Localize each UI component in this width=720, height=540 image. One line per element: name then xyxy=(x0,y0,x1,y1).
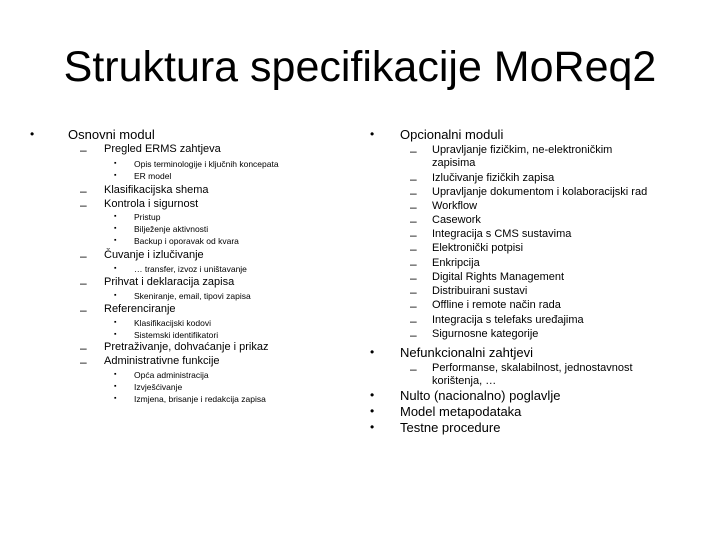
list-item: Enkripcija xyxy=(432,257,480,269)
list-item: Model metapodataka xyxy=(400,404,522,419)
list-item: Pretraživanje, dohvaćanje i prikaz xyxy=(104,341,269,353)
dash: – xyxy=(80,184,87,198)
dash: – xyxy=(410,186,417,200)
list-item: Izmjena, brisanje i redakcija zapisa xyxy=(134,394,266,404)
dash: – xyxy=(410,362,417,376)
list-item: Kontrola i sigurnost xyxy=(104,198,199,210)
list-item: Pregled ERMS zahtjeva xyxy=(104,143,221,155)
square-bullet: ▪ xyxy=(114,160,117,167)
right-heading: Opcionalni moduli xyxy=(400,127,504,142)
dash: – xyxy=(410,257,417,271)
bullet: • xyxy=(370,388,375,402)
dash: – xyxy=(80,341,87,355)
dash: – xyxy=(80,249,87,263)
list-item: Klasifikacijski kodovi xyxy=(134,318,211,328)
list-item: Casework xyxy=(432,214,481,226)
list-item: Testne procedure xyxy=(400,420,501,435)
dash: – xyxy=(80,303,87,317)
list-item: Distribuirani sustavi xyxy=(432,285,528,297)
list-item: Skeniranje, email, tipovi zapisa xyxy=(134,291,251,301)
bullet: • xyxy=(370,420,375,434)
left-heading: Osnovni modul xyxy=(68,127,155,142)
list-item: Backup i oporavak od kvara xyxy=(134,236,239,246)
list-item: Sistemski identifikatori xyxy=(134,330,219,340)
dash: – xyxy=(410,228,417,242)
list-item: Sigurnosne kategorije xyxy=(432,328,539,340)
dash: – xyxy=(410,172,417,186)
square-bullet: ▪ xyxy=(114,213,117,220)
list-item: Administrativne funkcije xyxy=(104,355,220,367)
list-item: Digital Rights Management xyxy=(432,271,565,283)
list-item: Opća administracija xyxy=(134,370,209,380)
list-item: Referenciranje xyxy=(104,303,176,315)
dash: – xyxy=(410,328,417,342)
list-item: Offline i remote način rada xyxy=(432,299,561,311)
square-bullet: ▪ xyxy=(114,292,117,299)
dash: – xyxy=(80,198,87,212)
list-item: Bilježenje aktivnosti xyxy=(134,224,209,234)
list-item: Upravljanje dokumentom i kolaboracijski rad xyxy=(432,186,648,198)
right-heading-2: Nefunkcionalni zahtjevi xyxy=(400,345,533,360)
list-item: Opis terminologije i ključnih koncepata xyxy=(134,159,279,169)
list-item: Izvješćivanje xyxy=(134,382,183,392)
dash: – xyxy=(410,242,417,256)
list-item: Elektronički potpisi xyxy=(432,242,524,254)
dash: – xyxy=(410,200,417,214)
dash: – xyxy=(80,355,87,369)
dash: – xyxy=(80,143,87,157)
list-item: … transfer, izvoz i uništavanje xyxy=(134,264,247,274)
list-item: Performanse, skalabilnost, jednostavnost korištenja, … xyxy=(432,362,633,387)
list-item: Čuvanje i izlučivanje xyxy=(104,249,204,261)
slide-title: Struktura specifikacije MoReq2 xyxy=(63,43,657,91)
list-item: Izlučivanje fizičkih zapisa xyxy=(432,172,555,184)
square-bullet: ▪ xyxy=(114,331,117,338)
dash: – xyxy=(410,314,417,328)
list-item: Pristup xyxy=(134,212,161,222)
dash: – xyxy=(410,271,417,285)
list-item: Prihvat i deklaracija zapisa xyxy=(104,276,235,288)
dash: – xyxy=(80,276,87,290)
square-bullet: ▪ xyxy=(114,383,117,390)
list-item: Integracija s telefaks uređajima xyxy=(432,314,584,326)
square-bullet: ▪ xyxy=(114,237,117,244)
square-bullet: ▪ xyxy=(114,265,117,272)
square-bullet: ▪ xyxy=(114,172,117,179)
bullet: • xyxy=(370,404,375,418)
square-bullet: ▪ xyxy=(114,225,117,232)
list-item: Klasifikacijska shema xyxy=(104,184,209,196)
square-bullet: ▪ xyxy=(114,319,117,326)
bullet: • xyxy=(370,345,375,359)
dash: – xyxy=(410,285,417,299)
bullet: • xyxy=(30,127,35,141)
square-bullet: ▪ xyxy=(114,395,117,402)
square-bullet: ▪ xyxy=(114,371,117,378)
bullet: • xyxy=(370,127,375,141)
dash: – xyxy=(410,144,417,158)
list-item: Upravljanje fizičkim, ne-elektroničkim zapisima xyxy=(432,144,613,169)
dash: – xyxy=(410,214,417,228)
list-item: Integracija s CMS sustavima xyxy=(432,228,572,240)
list-item: ER model xyxy=(134,171,172,181)
list-item: Nulto (nacionalno) poglavlje xyxy=(400,388,561,403)
dash: – xyxy=(410,299,417,313)
list-item: Workflow xyxy=(432,200,478,212)
